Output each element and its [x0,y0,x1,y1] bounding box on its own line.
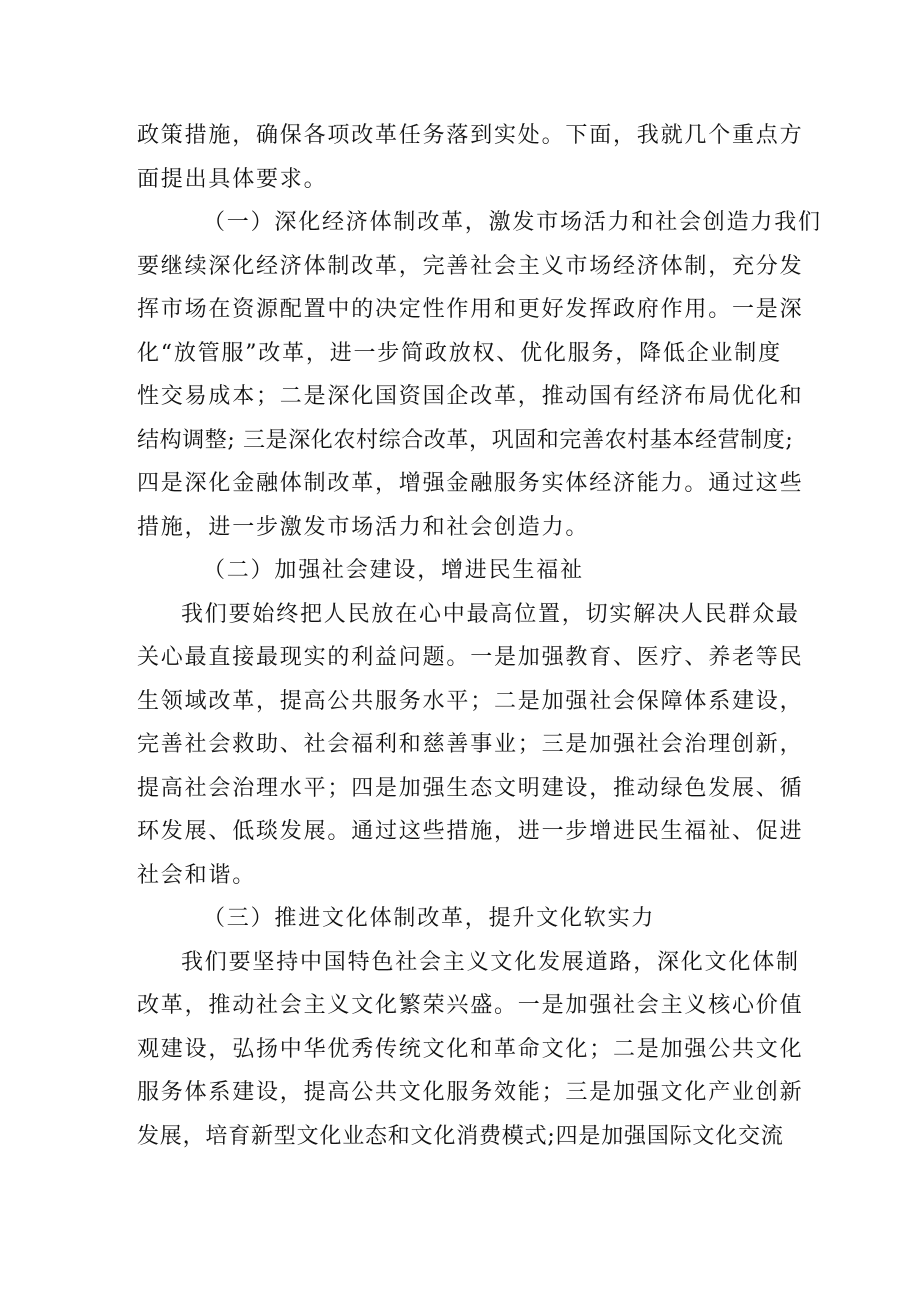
paragraph-line: 服务体系建设，提高公共文化服务效能；三是加强文化产业创新 [137,1080,804,1105]
paragraph-line: 化“放管服”改革，进一步简政放权、优化服务，降低企业制度 [137,341,782,366]
paragraph-line: 挥市场在资源配置中的决定性作用和更好发挥政府作用。一是深 [137,297,804,322]
paragraph-line: 性交易成本；二是深化国资国企改革，推动国有经济布局优化和 [137,384,804,409]
paragraph-line: 四是深化金融体制改革，增强金融服务实体经济能力。通过这些 [137,471,804,496]
paragraph-line: 面提出具体要求。 [137,167,328,192]
section-heading-2: （二）加强社会建设，增进民生福祉 [203,558,584,583]
section-heading-3: （三）推进文化体制改革，提升文化软实力 [203,906,656,931]
paragraph-line: 要继续深化经济体制改革，完善社会主义市场经济体制，充分发 [137,254,804,279]
paragraph-line: 政策措施，确保各项改革任务落到实处。下面，我就几个重点方 [137,123,804,148]
paragraph-line: 我们要坚持中国特色社会主义文化发展道路，深化文化体制 [181,950,800,975]
paragraph-line: 环发展、低琰发展。通过这些措施，进一步增进民生福祉、促进 [137,819,804,844]
paragraph-line: 改革，推动社会主义文化繁荣兴盛。一是加强社会主义核心价值 [137,993,804,1018]
paragraph-line: 发展，培育新型文化业态和文化消费模式;四是加强国际文化交流 [137,1124,784,1149]
section-heading-1: （一）深化经济体制改革，激发市场活力和社会创造力我们 [203,210,822,235]
paragraph-line: 社会和谐。 [137,863,257,888]
paragraph-line: 关心最直接最现实的利益问题。一是加强教育、医疗、养老等民 [137,645,804,670]
paragraph-line: 观建设，弘扬中华优秀传统文化和革命文化；二是加强公共文化 [137,1037,804,1062]
paragraph-line: 我们要始终把人民放在心中最高位置，切实解决人民群众最 [181,602,800,627]
paragraph-line: 措施，进一步激发市场活力和社会创造力。 [137,515,590,540]
paragraph-line: 完善社会救助、社会福利和慈善事业；三是加强社会治理创新， [137,732,804,757]
paragraph-line: 结构调整; 三是深化农村综合改革，巩固和完善农村基本经营制度; [137,428,794,453]
paragraph-line: 生领域改革，提高公共服务水平；二是加强社会保障体系建设， [137,689,804,714]
paragraph-line: 提高社会治理水平；四是加强生态文明建设，推动绿色发展、循 [137,776,804,801]
